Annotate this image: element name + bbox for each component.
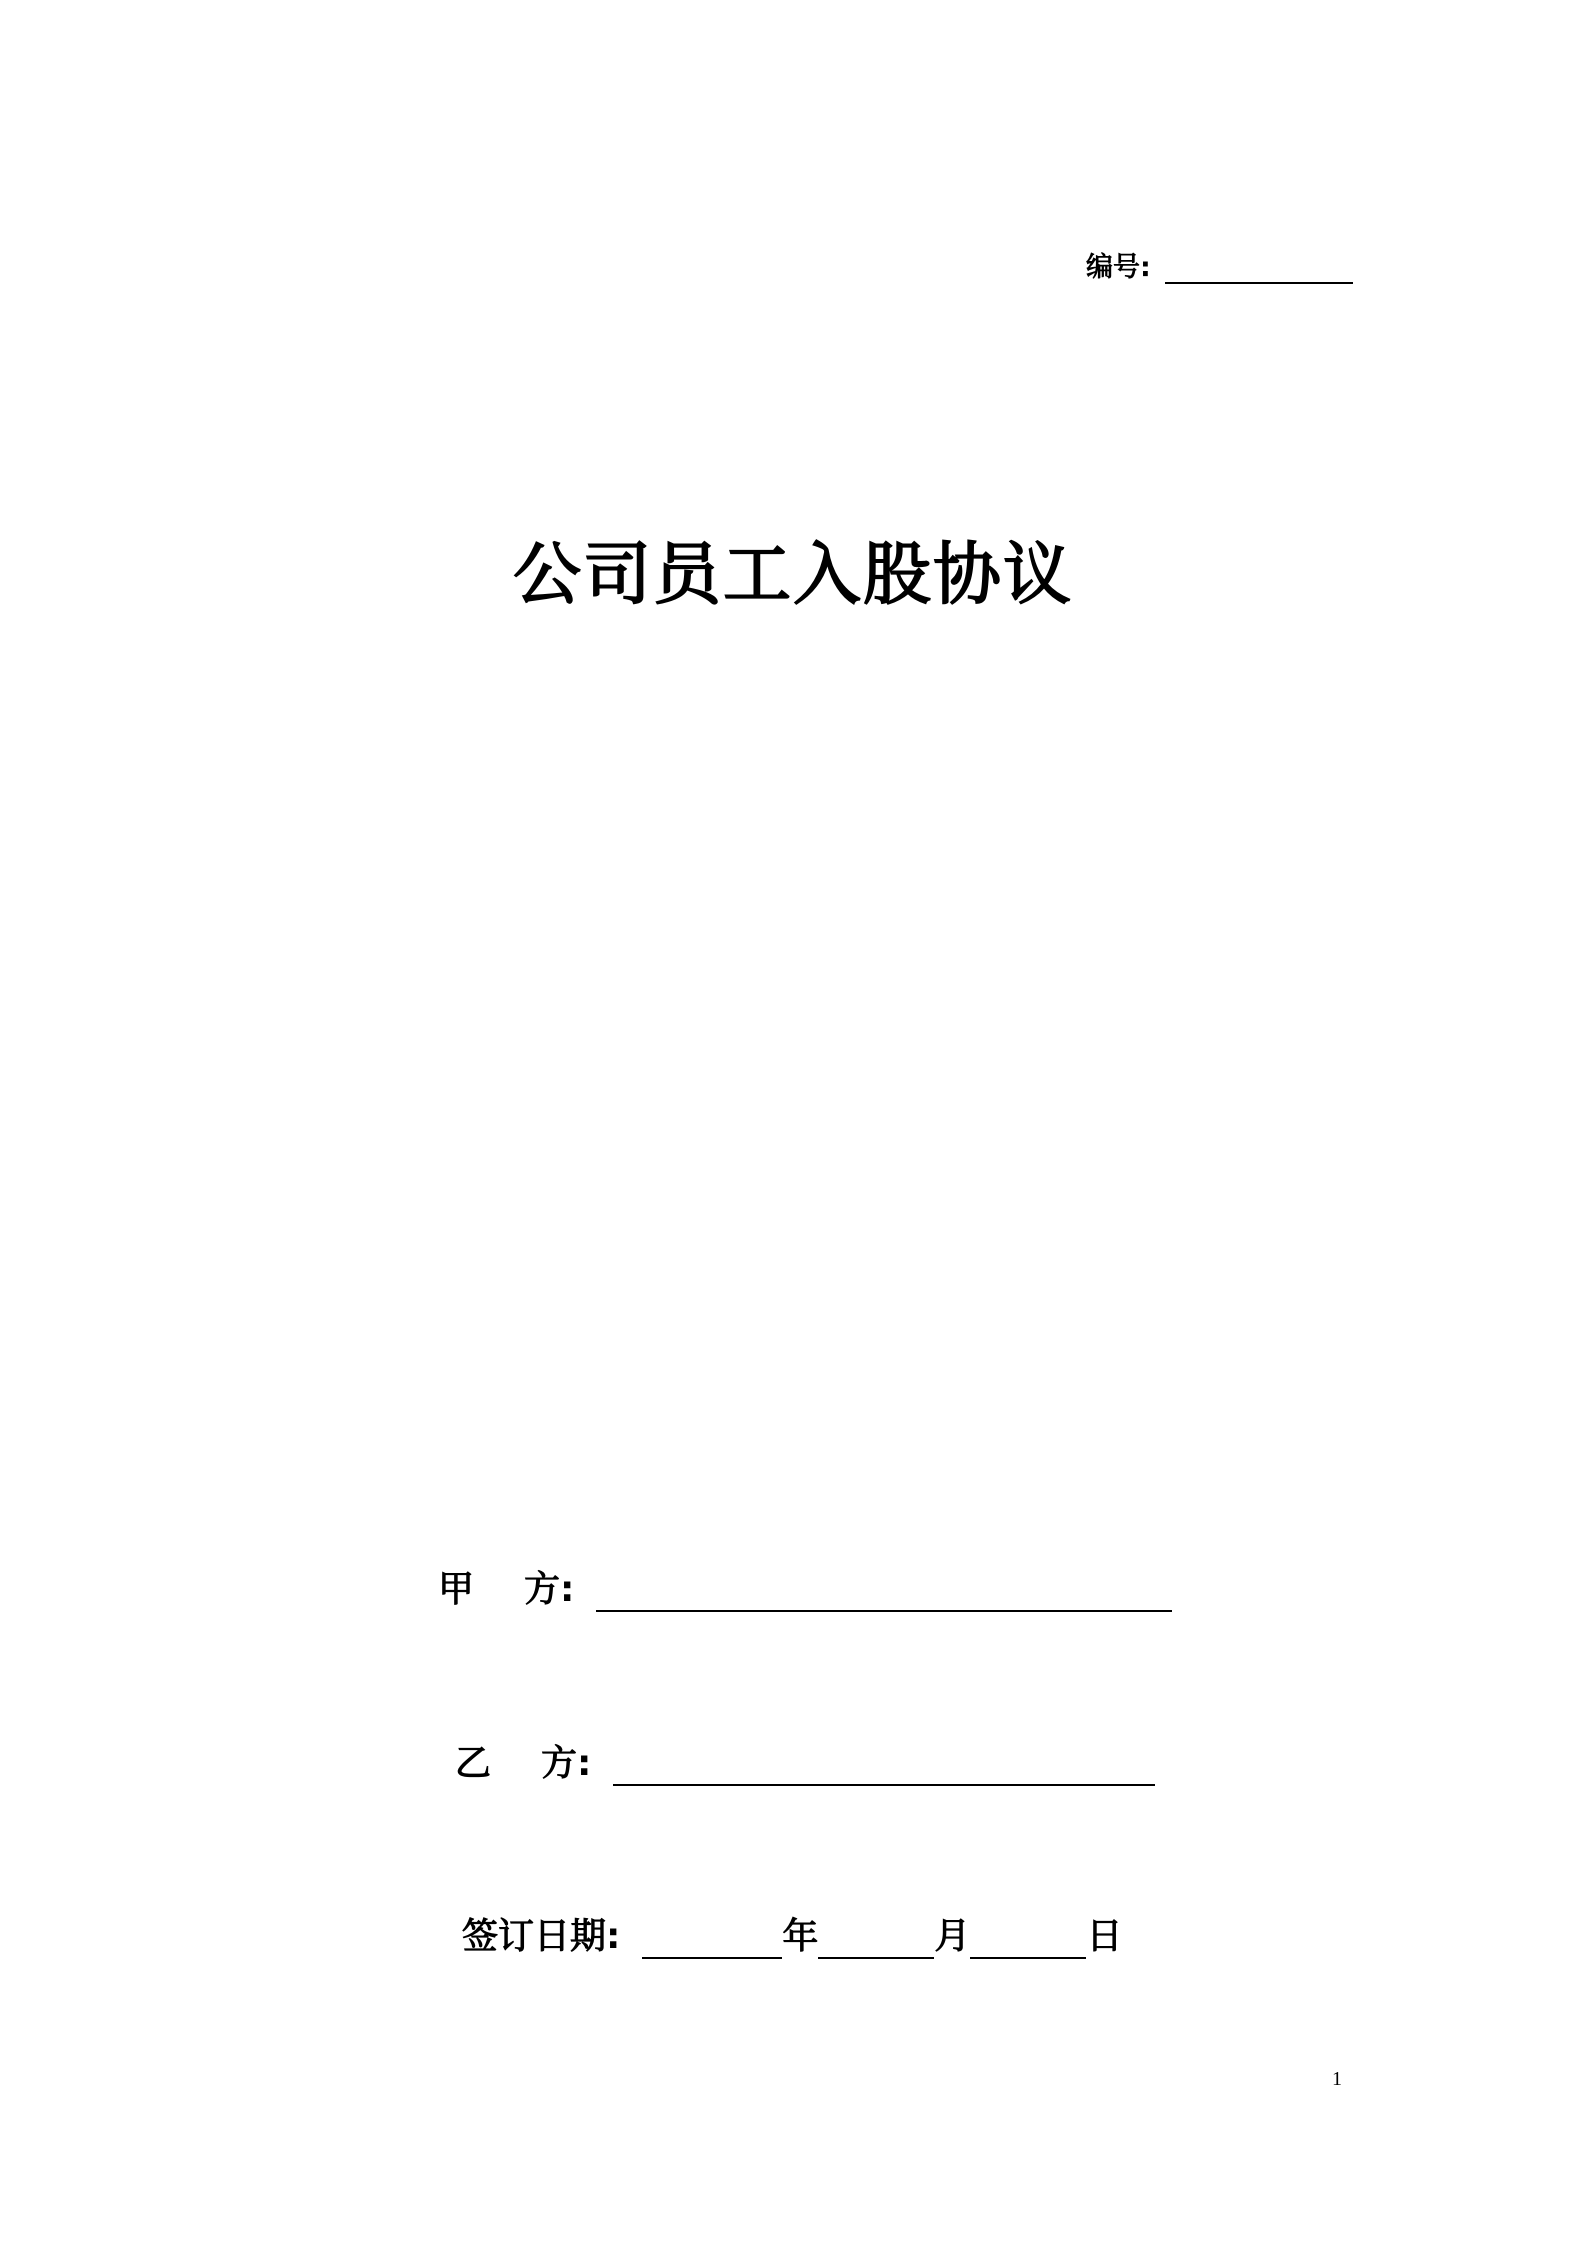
document-number-label: 编号: <box>1086 252 1151 283</box>
document-number-field <box>1086 244 1353 284</box>
day-blank[interactable] <box>970 1917 1086 1959</box>
document-number-blank[interactable] <box>1165 252 1353 284</box>
document-title: 公司员工入股协议 <box>512 536 1073 615</box>
signing-date-field <box>462 1909 1122 1959</box>
party-b-field <box>455 1736 1155 1786</box>
party-a-field <box>438 1562 1172 1612</box>
year-blank[interactable] <box>642 1917 782 1959</box>
party-a-label-second: 方: <box>524 1569 575 1610</box>
party-a-blank[interactable] <box>596 1570 1172 1612</box>
page-number: 1 <box>1332 2068 1342 2090</box>
party-a-label-first: 甲 <box>438 1569 475 1610</box>
day-label: 日 <box>1086 1916 1123 1957</box>
month-blank[interactable] <box>818 1917 934 1959</box>
party-b-label-first: 乙 <box>455 1743 492 1784</box>
party-b-blank[interactable] <box>613 1744 1155 1786</box>
party-b-label-second: 方: <box>541 1743 592 1784</box>
signing-date-label: 签订日期: <box>462 1916 621 1957</box>
year-label: 年 <box>782 1916 819 1957</box>
month-label: 月 <box>934 1916 971 1957</box>
